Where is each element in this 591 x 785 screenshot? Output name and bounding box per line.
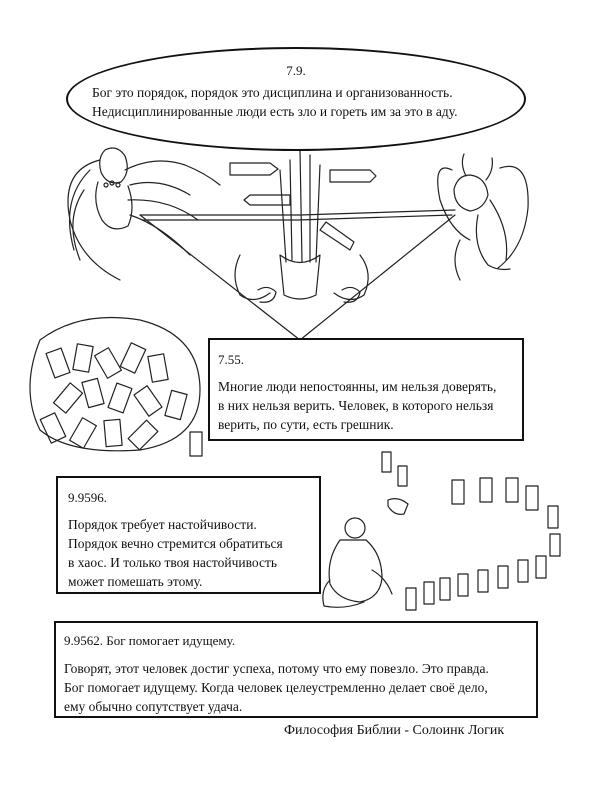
quote-line: Порядок требует настойчивости. [68,517,257,532]
quote-line: Бог помогает идущему. Когда человек целеустремленно делает своё дело, [64,680,488,695]
quote-number: 9.9562. Бог помогает идущему. [64,633,236,648]
domino-line-icon [382,452,560,610]
quote-line: в хаос. И только твоя настойчивость [68,555,278,570]
quote-line: Недисциплинированные люди есть зло и гореть им за это в аду. [92,104,458,119]
quote-line: Говорят, этот человек достиг успеха, потому что ему повезло. Это правда. [64,661,489,676]
quote-line: Многие люди непостоянны, им нельзя доверять, [218,379,497,394]
quote-number: 9.9596. [68,490,107,505]
demon-figure-icon [438,154,528,280]
quote-line: в них нельзя верить. Человек, в которого нельзя [218,398,494,413]
quote-number: 7.55. [218,352,244,367]
quote-number: 7.9. [286,63,306,78]
quote-box [56,476,321,594]
quote-line: может помешать этому. [68,574,203,589]
quote-box [54,621,538,718]
quote-box [208,338,524,441]
quote-line: Бог это порядок, порядок это дисциплина и организованность. [92,85,453,100]
page-footer: Философия Библии - Солоинк Логик [284,723,505,738]
speech-bubble [66,47,526,151]
quote-line: верить, по сути, есть грешник. [218,417,394,432]
signpost-bundle-icon [230,150,376,302]
kneeling-person-icon [323,499,408,608]
quote-line: ему обычно сопутствует удача. [64,699,243,714]
rope-lines [140,210,455,340]
quote-text [92,83,506,121]
quote-line: Порядок вечно стремится обратиться [68,536,283,551]
domino-pile-icon [30,318,202,457]
